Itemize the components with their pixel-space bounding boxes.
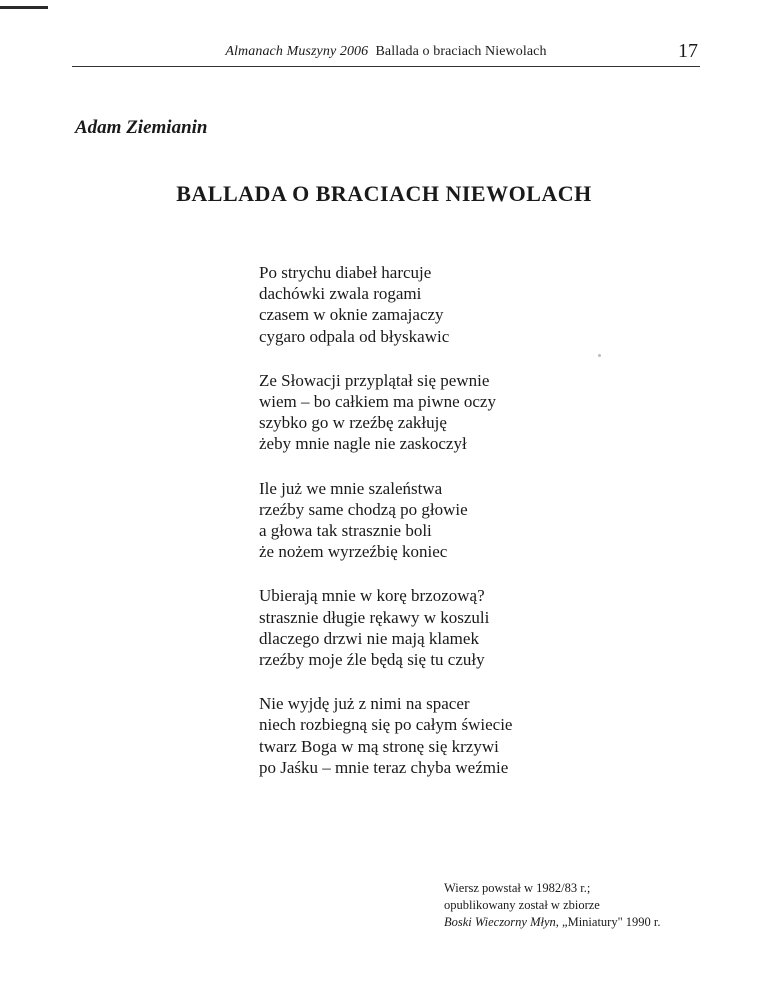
header-almanac: Almanach Muszyny 2006 [225, 44, 369, 59]
note-line: Wiersz powstał w 1982/83 r.; [444, 881, 591, 895]
poem-line: niech rozbiegną się po całym świecie [259, 715, 513, 735]
poem-line: rzeźby moje źle będą się tu czuły [259, 650, 485, 670]
poem-line: żeby mnie nagle nie zaskoczył [259, 434, 467, 454]
stanza [259, 693, 512, 778]
note-line: opublikowany został w zbiorze [444, 898, 600, 912]
publication-note [444, 880, 661, 931]
poem-line: po Jaśku – mnie teraz chyba weźmie [259, 757, 509, 777]
poem-line: Nie wyjdę już z nimi na spacer [259, 694, 470, 714]
poem-line: dachówki zwala rogami [259, 284, 422, 304]
poem-body [259, 262, 512, 801]
poem-line: Ubierają mnie w korę brzozową? [259, 586, 485, 606]
poem-line: twarz Boga w mą stronę się krzywi [259, 736, 499, 756]
stanza [259, 370, 512, 455]
book-title: Boski Wieczorny Młyn [444, 915, 556, 929]
poem-line: Ze Słowacji przyplątał się pewnie [259, 370, 490, 390]
poem-title: BALLADA O BRACIACH NIEWOLACH [176, 181, 592, 206]
poem-line: rzeźby same chodzą po głowie [259, 499, 468, 519]
note-rest: , „Miniatury" 1990 r. [555, 915, 661, 929]
scan-mark [0, 6, 48, 9]
poem-line: dlaczego drzwi nie mają klamek [259, 628, 479, 648]
poem-line: cygaro odpala od błyskawic [259, 326, 450, 346]
poem-line: szybko go w rzeźbę zakłuję [259, 413, 447, 433]
header-section: Ballada o braciach Niewolach [375, 44, 547, 59]
stanza [259, 262, 512, 347]
poem-line: a głowa tak strasznie boli [259, 521, 432, 541]
author-name: Adam Ziemianin [75, 117, 208, 138]
stanza [259, 585, 512, 670]
header-rule [72, 66, 700, 67]
page-number: 17 [678, 40, 698, 62]
header-title [72, 44, 700, 60]
running-header [72, 40, 700, 66]
stanza [259, 478, 512, 563]
poem-line: Po strychu diabeł harcuje [259, 263, 432, 282]
poem-line: czasem w oknie zamajaczy [259, 305, 444, 325]
poem-line: że nożem wyrzeźbię koniec [259, 542, 448, 562]
note-line [444, 914, 661, 931]
poem-line: Ile już we mnie szaleństwa [259, 478, 443, 498]
poem-line: wiem – bo całkiem ma piwne oczy [259, 392, 496, 412]
scan-speck [598, 354, 601, 357]
poem-line: strasznie długie rękawy w koszuli [259, 607, 490, 627]
